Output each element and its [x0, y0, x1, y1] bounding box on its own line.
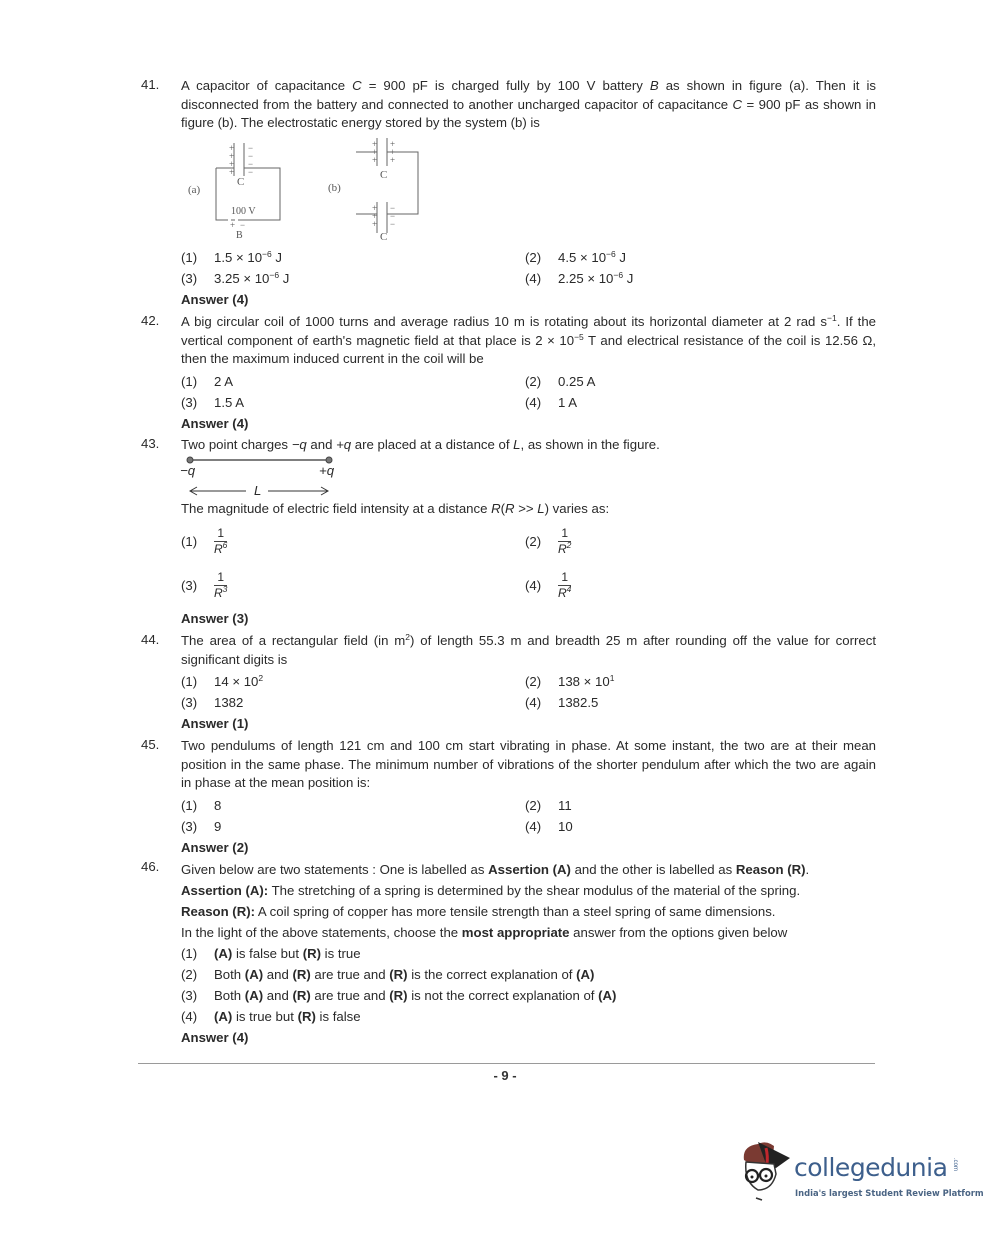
option-4[interactable]: (4) 1 A — [525, 394, 578, 410]
option-3[interactable]: (3) 1382 — [181, 695, 244, 711]
question-text: Given below are two statements : One is labelled as Assertion (A) and the other is labelled as Reason (R). Assertion (A): The stretching of a spring is determined by the shear modulus of the material of the spring. Reason (R): A coil spring of copper has more tensile strength than a steel spring of same dimensions. In the light of the above statements, choose the most appropriate answer from the options given below — [181, 859, 876, 943]
collegedunia-logo[interactable] — [736, 1138, 984, 1210]
option-4[interactable]: (4) $\frac{1}{R^4}$ — [525, 570, 572, 601]
answer-label: Answer (4) — [181, 1030, 249, 1045]
question-number: 42. — [141, 313, 160, 328]
option-4[interactable]: (4) 1382.5 — [525, 695, 599, 711]
battery-label: B — [236, 230, 243, 241]
option-2[interactable]: (2) 11 — [525, 797, 572, 813]
question-42 — [141, 313, 876, 434]
option-2[interactable]: (2) $4.5 \times 10^{-6}$ J — [525, 249, 626, 265]
answer-label: Answer (3) — [181, 610, 249, 626]
question-41-options — [141, 247, 876, 310]
option-text: Both (A) and (R) are true and (R) is not the correct explanation of (A) — [214, 988, 617, 1003]
option-2[interactable]: (2) $\frac{1}{R^2}$ — [525, 526, 572, 557]
logo-tagline: India's largest Student Review Platform — [795, 1188, 984, 1198]
option-1[interactable]: (1) 2 A — [181, 373, 234, 389]
option-3[interactable]: (3) 1.5 A — [181, 394, 245, 410]
option-3[interactable]: (3) $\frac{1}{R^3}$ — [181, 570, 228, 601]
option-1[interactable]: (1) 8 — [181, 797, 222, 813]
negative-charge-label: −q — [180, 463, 196, 478]
mascot-icon — [736, 1138, 796, 1210]
option-text: (A) is false but (R) is true — [214, 946, 361, 961]
question-44 — [141, 632, 876, 734]
question-43 — [141, 436, 876, 455]
option-4[interactable]: (4) 10 — [525, 818, 573, 834]
option-4[interactable]: (4) $2.25 \times 10^{-6}$ J — [525, 270, 634, 286]
option-3[interactable]: (3) $3.25 \times 10^{-6}$ J — [181, 270, 290, 286]
assertion-statement: Assertion (A): The stretching of a spring is determined by the shear modulus of the material of the spring. — [181, 883, 801, 898]
option-1[interactable]: (1) $14 \times 10^2$ — [181, 673, 264, 690]
question-text: Two pendulums of length 121 cm and 100 cm start vibrating in phase. At some instant, the two are at their mean position in the same phase. The minimum number of vibrations of the shorter pendulum after which the two are again in phase at the mean position is: — [181, 738, 876, 791]
option-2[interactable]: (2) Both (A) and (R) are true and (R) is the correct explanation of (A) — [181, 967, 595, 982]
question-text: A capacitor of capacitance C = 900 pF is charged fully by 100 V battery B as shown in figure (a). Then it is disconnected from the battery and connected to another uncharged capacitor of capacitance C = 900 pF as shown in figure (b). The electrostatic energy stored by the system (b) is — [181, 78, 876, 131]
question-number: 44. — [141, 632, 160, 647]
question-46 — [141, 859, 876, 1048]
logo-com: .com — [952, 1158, 958, 1172]
figure-b-label: (b) — [328, 182, 341, 194]
question-number: 43. — [141, 436, 160, 451]
option-3[interactable]: (3) 9 — [181, 818, 222, 834]
question-number: 46. — [141, 859, 160, 874]
question-text: The area of a rectangular field (in $m^2$) of length 55.3 m and breadth 25 m after rounding off the value for correct significant digits is — [181, 632, 876, 667]
battery-voltage: 100 V — [231, 206, 256, 217]
question-45 — [141, 737, 876, 858]
option-text: (A) is true but (R) is false — [214, 1009, 361, 1024]
option-1[interactable]: (1) $\frac{1}{R^6}$ — [181, 526, 228, 557]
question-text: Two point charges −q and +q are placed at a distance of L, as shown in the figure. — [181, 437, 660, 452]
capacitor-circuit-figure: + + + + − − − − C (a) 100 V + − B (b) + + + + + + C + + + − − − C — [180, 138, 440, 246]
figure-a-label: (a) — [188, 184, 201, 196]
answer-label: Answer (4) — [181, 292, 249, 307]
page-number: - 9 - — [493, 1068, 517, 1083]
distance-label: L — [254, 483, 262, 498]
option-text: Both (A) and (R) are true and (R) is the correct explanation of (A) — [214, 967, 595, 982]
question-41 — [141, 77, 876, 133]
option-4[interactable]: (4) (A) is true but (R) is false — [181, 1009, 361, 1024]
answer-label: Answer (1) — [181, 716, 249, 732]
question-text: A big circular coil of 1000 turns and average radius 10 m is rotating about its horizontal diameter at 2 rad $s^{-1}$. If the vertical component of earth's magnetic field at that place is $2 \times 10^{-5}$ T and electrical resistance of the coil is 12.56 Ω, then the maximum induced current in the coil will be — [181, 313, 877, 367]
option-2[interactable]: (2) $138 \times 10^1$ — [525, 673, 615, 690]
reason-statement: Reason (R): A coil spring of copper has more tensile strength than a steel spring of same dimensions. — [181, 904, 776, 919]
circuit-diagram-icon — [180, 138, 440, 246]
question-43-cont: The magnitude of electric field intensity at a distance R(R >> L) varies as: (1) $\frac{1}{R^6}$ (2) $\frac{1}{R^2}$ (3) $\frac{1}{R^3}$ (4) $\frac{1}{R^4}$ Answer (3) — [141, 500, 876, 629]
option-2[interactable]: (2) 0.25 A — [525, 373, 596, 389]
positive-charge-label: +q — [319, 463, 335, 478]
option-3[interactable]: (3) Both (A) and (R) are true and (R) is not the correct explanation of (A) — [181, 988, 617, 1003]
logo-wordmark: collegedunia — [794, 1153, 948, 1182]
footer-divider — [138, 1063, 875, 1064]
dipole-figure — [178, 454, 338, 500]
option-1[interactable]: (1) $1.5 \times 10^{-6}$ J — [181, 249, 282, 265]
question-number: 45. — [141, 737, 160, 752]
option-1[interactable]: (1) (A) is false but (R) is true — [181, 946, 361, 961]
answer-label: Answer (4) — [181, 415, 249, 431]
answer-label: Answer (2) — [181, 839, 249, 855]
question-number: 41. — [141, 77, 160, 92]
